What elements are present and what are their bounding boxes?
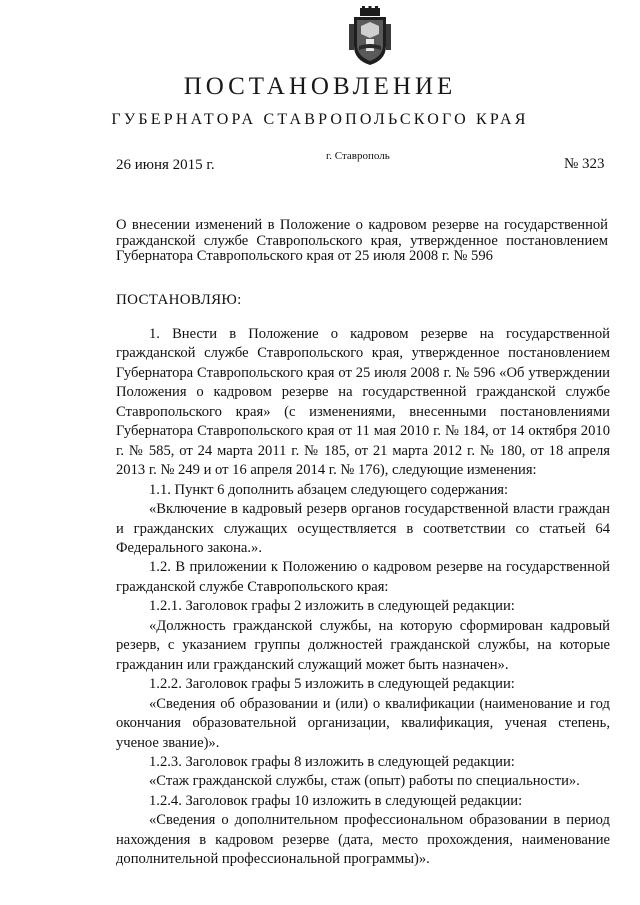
heading-line: гражданской службе Ставропольского края, утвержденное постановлением xyxy=(116,232,608,249)
paragraph: «Стаж гражданской службы, стаж (опыт) работы по специальности». xyxy=(149,773,580,790)
document-number: № 323 xyxy=(564,156,605,172)
document-heading xyxy=(116,218,608,265)
heading-line: О внесении изменений в Положение о кадровом резерве на государственной xyxy=(116,217,608,233)
heading-line: Губернатора Ставропольского края от 25 июля 2008 г. № 596 xyxy=(116,248,493,264)
paragraph: «Включение в кадровый резерв органов государственной власти граждан и гражданских служащих осуществляется в соответствии со статьей 64 Федерального закона.». xyxy=(116,501,610,556)
coat-of-arms-icon xyxy=(349,6,391,66)
document-title: ПОСТАНОВЛЕНИЕ xyxy=(183,73,457,100)
paragraph: «Сведения о дополнительном профессиональном образовании в период нахождения в кадровом резерве (дата, место прохождения, наименование дополнительной профессиональной программы)». xyxy=(116,812,610,868)
paragraph: «Должность гражданской службы, на которую сформирован кадровый резерв, с указанием группы должностей гражданской службы, на которые гражданин или гражданский служащий может быть назначен». xyxy=(116,617,610,673)
paragraph: 1.2.1. Заголовок графы 2 изложить в следующей редакции: xyxy=(149,598,515,615)
paragraph: 1.2.4. Заголовок графы 10 изложить в следующей редакции: xyxy=(149,792,523,809)
document-subtitle: ГУБЕРНАТОРА СТАВРОПОЛЬСКОГО КРАЯ xyxy=(111,111,529,128)
document-city: г. Ставрополь xyxy=(326,150,390,162)
paragraph: «Сведения об образовании и (или) о квалификации (наименование и год окончания образовательной организации, квалификация, ученая степень, ученое звание)». xyxy=(116,695,610,751)
paragraph: 1.1. Пункт 6 дополнить абзацем следующего содержания: xyxy=(149,481,509,498)
paragraph: 1.2. В приложении к Положению о кадровом резерве на государственной гражданской службе Ставропольского края: xyxy=(116,559,610,595)
paragraph: 1.2.2. Заголовок графы 5 изложить в следующей редакции: xyxy=(149,676,515,693)
paragraph: 1. Внести в Положение о кадровом резерве на государственной гражданской службе Ставропольского края, утвержденное постановлением Губернатора Ставропольского края от 25 июля 2008 г. № 596 «Об утверждении Положения о кадровом резерве на государственной гражданской службе Ставропольского края» (с изменениями, внесенными постановлениями Губернатора Ставропольского края от 11 мая 2010 г. № 184, от 14 октября 2010 г. № 585, от 24 марта 2011 г. № 185, от 21 марта 2012 г. № 180, от 18 апреля 2013 г. № 249 и от 16 апреля 2014 г. № 176), следующие изменения: xyxy=(116,326,610,479)
document-date: 26 июня 2015 г. xyxy=(116,157,215,173)
document-body xyxy=(116,325,610,870)
paragraph: 1.2.3. Заголовок графы 8 изложить в следующей редакции: xyxy=(149,753,515,770)
decree-word: ПОСТАНОВЛЯЮ: xyxy=(116,292,242,308)
